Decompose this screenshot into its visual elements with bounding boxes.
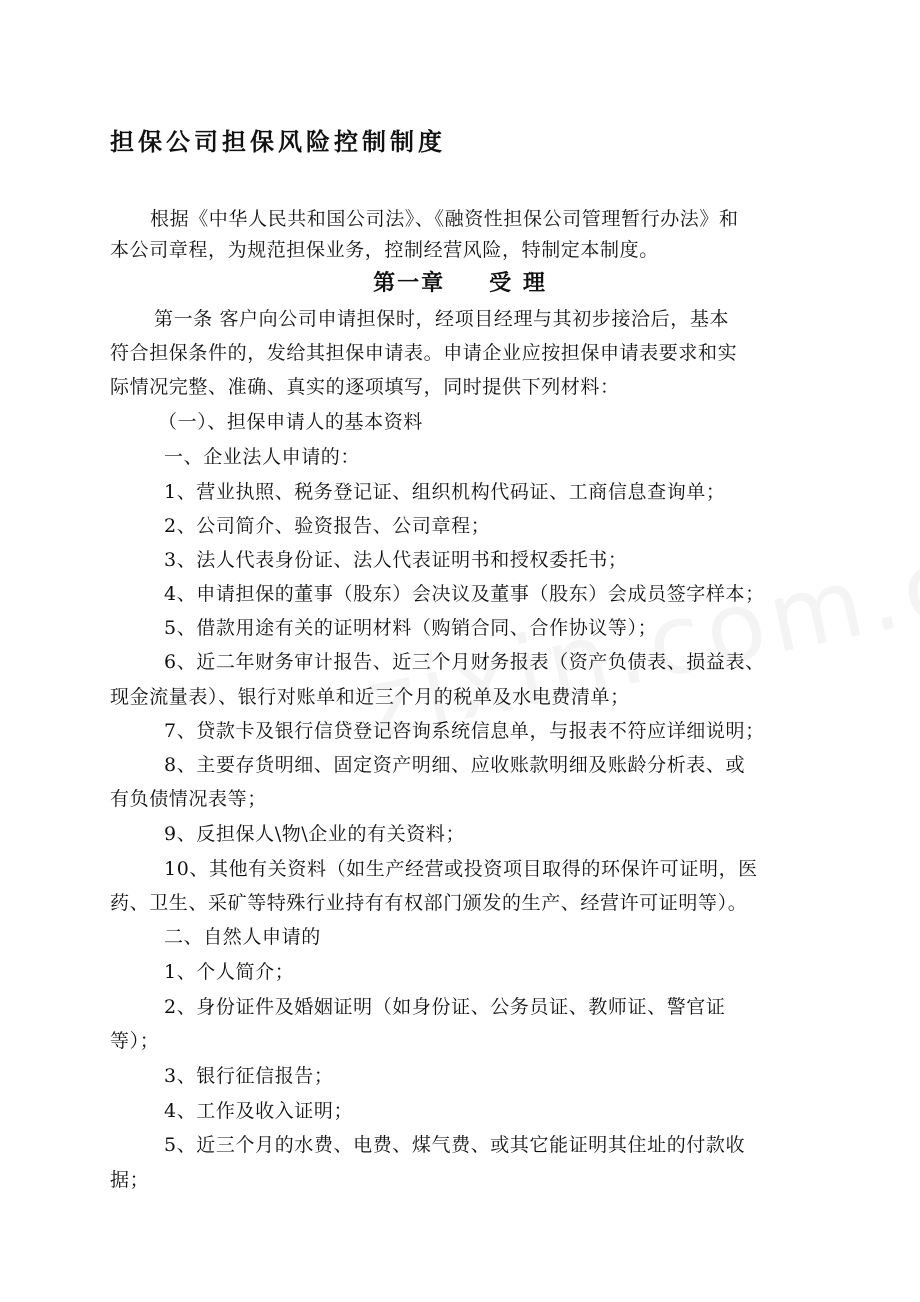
list-item: 2、身份证件及婚姻证明（如身份证、公务员证、教师证、警官证: [164, 996, 726, 1018]
list-item-continued: 药、卫生、采矿等特殊行业持有有权部门颁发的生产、经营许可证明等）。: [110, 892, 748, 914]
article-line: 符合担保条件的，发给其担保申请表。申请企业应按担保申请表要求和实: [110, 342, 738, 364]
article-line: 际情况完整、准确、真实的逐项填写，同时提供下列材料：: [110, 376, 620, 398]
section-heading: （一）、担保申请人的基本资料: [158, 411, 423, 433]
subsection-heading: 二、自然人申请的: [164, 926, 321, 948]
list-item: 6、近二年财务审计报告、近三个月财务报表（资产负债表、损益表、: [164, 651, 765, 673]
list-item: 4、工作及收入证明；: [164, 1100, 354, 1122]
chapter-number: 第一章: [373, 271, 446, 296]
list-item: 3、法人代表身份证、法人代表证明书和授权委托书；: [164, 549, 628, 571]
list-item: 5、近三个月的水费、电费、煤气费、或其它能证明其住址的付款收: [164, 1134, 746, 1156]
chapter-name: 受 理: [489, 271, 547, 296]
list-item: 4、申请担保的董事（股东）会决议及董事（股东）会成员签字样本；: [164, 583, 765, 605]
subsection-heading: 一、企业法人申请的：: [164, 446, 361, 468]
article-line: 第一条 客户向公司申请担保时，经项目经理与其初步接洽后，基本: [154, 308, 730, 330]
list-item-continued: 有负债情况表等；: [110, 788, 267, 810]
list-item: 7、贷款卡及银行信贷登记咨询系统信息单，与报表不符应详细说明；: [164, 720, 765, 742]
list-item: 1、营业执照、税务登记证、组织机构代码证、工商信息查询单；: [164, 481, 726, 503]
list-item-continued: 据；: [110, 1169, 150, 1191]
list-item: 1、个人简介；: [164, 961, 295, 983]
list-item-continued: 等）；: [110, 1030, 160, 1052]
intro-line: 根据《中华人民共和国公司法》、《融资性担保公司管理暂行办法》和: [150, 208, 739, 230]
list-item: 2、公司简介、验资报告、公司章程；: [164, 515, 491, 537]
list-item: 8、主要存货明细、固定资产明细、应收账款明细及账龄分析表、或: [164, 754, 746, 776]
document-title: 担保公司担保风险控制制度: [110, 128, 446, 156]
intro-line: 本公司章程，为规范担保业务，控制经营风险，特制定本制度。: [110, 239, 659, 261]
list-item: 9、反担保人\物\企业的有关资料；: [164, 823, 466, 845]
list-item: 5、借款用途有关的证明材料（购销合同、合作协议等）；: [164, 617, 658, 639]
list-item-continued: 现金流量表）、银行对账单和近三个月的税单及水电费清单；: [110, 686, 630, 708]
list-item: 3、银行征信报告；: [164, 1065, 334, 1087]
list-item: 10、其他有关资料（如生产经营或投资项目取得的环保许可证明，医: [164, 858, 758, 880]
chapter-heading: [0, 266, 920, 297]
